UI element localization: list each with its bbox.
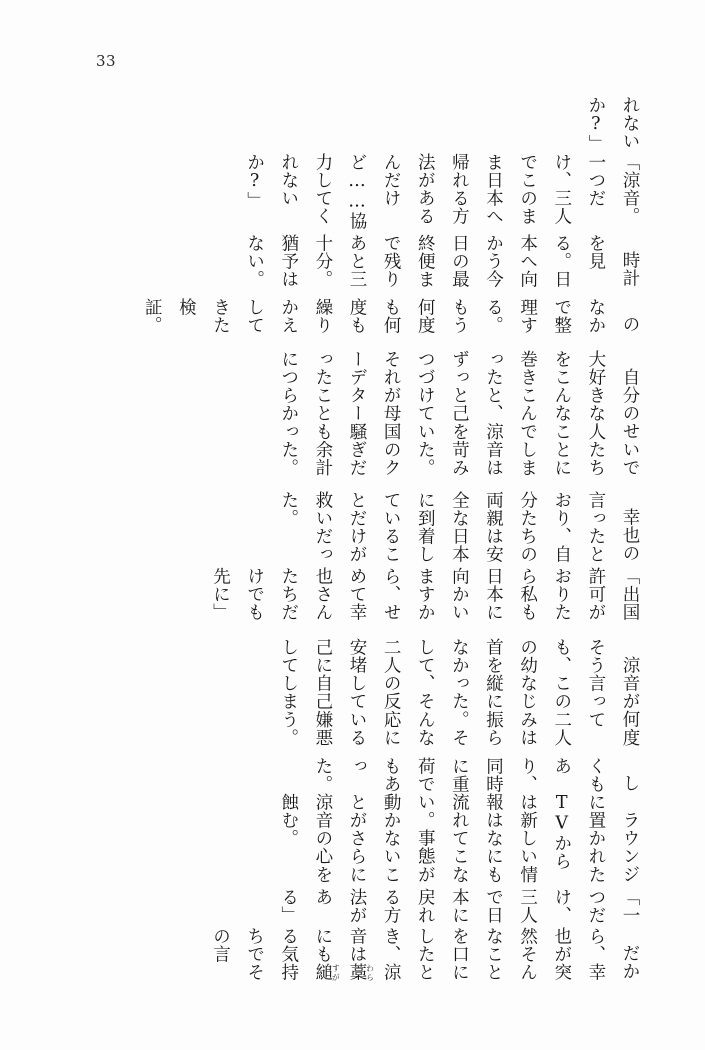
paragraph-with-ruby: だから、幸也が突然そんなことを口にしたとき、涼音は藁わらにも縋すがる気持ちでその言 bbox=[210, 926, 640, 982]
paragraph: 「一つだけ、三人で日本に戻れる方法がある」 bbox=[278, 888, 640, 925]
ruby-annotation: 縋すが bbox=[312, 962, 341, 982]
paragraph: 自分のせいで大好きな人たちをこんなことに巻きこんでしまったと、涼音はずっと己を苛みつづけていた。それが母国のクーデター騒ぎだったことも余計につらかった。 bbox=[278, 350, 640, 478]
page-number: 33 bbox=[96, 52, 117, 70]
paragraph: 涼音が何度そう言っても、この二人の幼なじみは首を縦に振らなかった。そして、そんな二人の反応に安堵している己に自己嫌悪してしまう。 bbox=[278, 638, 640, 748]
paragraph: 「出国許可がおりたら私も日本に向かいますから、せめて幸也さんたちだけでも先に」 bbox=[210, 567, 640, 622]
paragraph: しくもあり、同時に重荷でもあった。 bbox=[312, 756, 640, 794]
paragraph: れないか?」 bbox=[585, 96, 640, 153]
paragraph: 「涼音。一つだけ、三人でこのまま日本へ帰れる方法があるんだけど……協力してくれないか?」 bbox=[244, 152, 640, 231]
ruby-annotation: 藁わら bbox=[347, 962, 375, 982]
paragraph: ラウンジに置かれたTVからは新しい情報はなにも流れてこない。事態が動かないことがさらに涼音の心を蝕む。 bbox=[278, 793, 640, 884]
paragraph: 幸也の言ったとおり、自分たちの両親は安全な日本に到着していることだけが救いだった。 bbox=[278, 490, 640, 564]
paragraph: のなかで整理する。もう何度も何度も繰りかえしてきた検証。 bbox=[142, 297, 640, 334]
paragraph: 時計を見る。日本へ向かう今日の最終便まで残りあと三十分。猶予はない。 bbox=[244, 233, 640, 289]
vertical-text-body bbox=[87, 96, 647, 996]
